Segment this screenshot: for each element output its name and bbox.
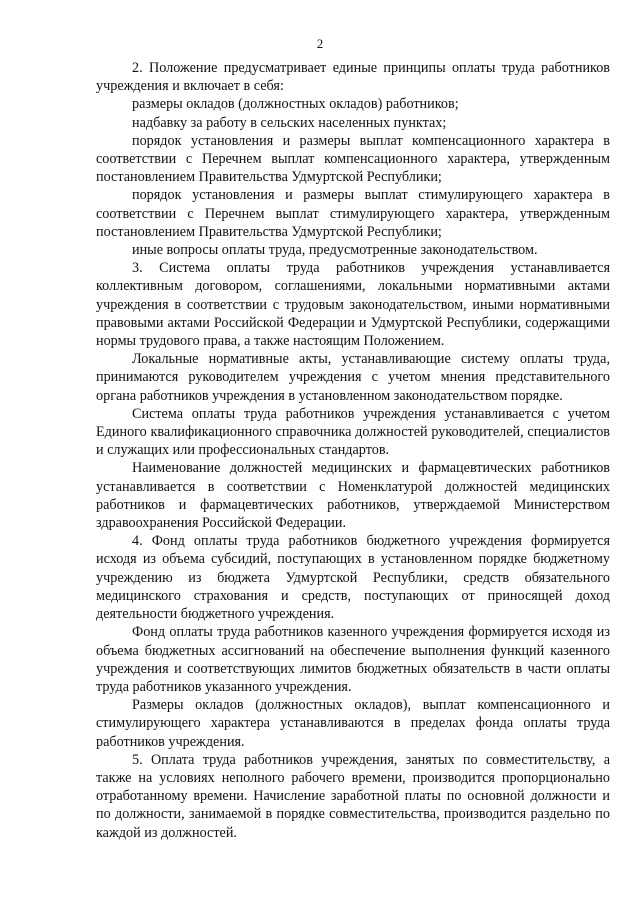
paragraph: порядок установления и размеры выплат компенсационного характера в соответствии с Перечнем выплат компенсационного характера, утвержденным постановлением Правительства Удмуртской Республики; — [96, 132, 610, 186]
paragraph: 5. Оплата труда работников учреждения, занятых по совместительству, а также на условиях неполного рабочего времени, производится пропорционально отработанному времени. Начисление заработной платы по основной должности и по должности, занимаемой в порядке совместительства, производится раздельно по каждой из должностей. — [96, 751, 610, 841]
document-body — [96, 59, 610, 842]
paragraph: порядок установления и размеры выплат стимулирующего характера в соответствии с Перечнем выплат стимулирующего характера, утвержденным постановлением Правительства Удмуртской Республики; — [96, 187, 610, 240]
list-item: надбавку за работу в сельских населенных пунктах; — [132, 114, 447, 131]
paragraph: Система оплаты труда работников учреждения устанавливается с учетом Единого квалификационного справочника должностей руководителей, специалистов и служащих или профессиональных стандартов. — [96, 405, 610, 459]
paragraph: Наименование должностей медицинских и фармацевтических работников устанавливается в соответствии с Номенклатурой должностей медицинских работников и фармацевтических работников, утверждаемой Министерством здравоохранения Российской Федерации. — [96, 460, 610, 532]
list-item: размеры окладов (должностных окладов) работников; — [132, 96, 459, 113]
paragraph: Размеры окладов (должностных окладов), выплат компенсационного и стимулирующего характера устанавливаются в пределах фонда оплаты труда работников учреждения. — [96, 697, 610, 750]
paragraph: 3. Система оплаты труда работников учреждения устанавливается коллективным договором, соглашениями, локальными нормативными актами учреждения в соответствии с трудовым законодательством, иными нормативными правовыми актами Российской Федерации и Удмуртской Республики, содержащими нормы трудового права, а также настоящим Положением. — [96, 260, 610, 350]
page-number: 2 — [316, 36, 324, 51]
paragraph: 4. Фонд оплаты труда работников бюджетного учреждения формируется исходя из объема субсидий, поступающих в установленном порядке бюджетному учреждению из бюджета Удмуртской Республики, средств обязательного медицинского страхования и средств, поступающих от приносящей доход деятельности бюджетного учреждения. — [96, 533, 610, 623]
list-item: иные вопросы оплаты труда, предусмотренные законодательством. — [132, 242, 538, 259]
paragraph: Локальные нормативные акты, устанавливающие систему оплаты труда, принимаются руководителем учреждения с учетом мнения представительного органа работников учреждения в установленном законодательством порядке. — [96, 351, 610, 404]
paragraph: 2. Положение предусматривает единые принципы оплаты труда работников учреждения и включает в себя: — [96, 60, 610, 95]
paragraph: Фонд оплаты труда работников казенного учреждения формируется исходя из объема бюджетных ассигнований на обеспечение выполнения функций казенного учреждения и соответствующих лимитов бюджетных обязательств в части оплаты труда работников указанного учреждения. — [96, 624, 610, 695]
